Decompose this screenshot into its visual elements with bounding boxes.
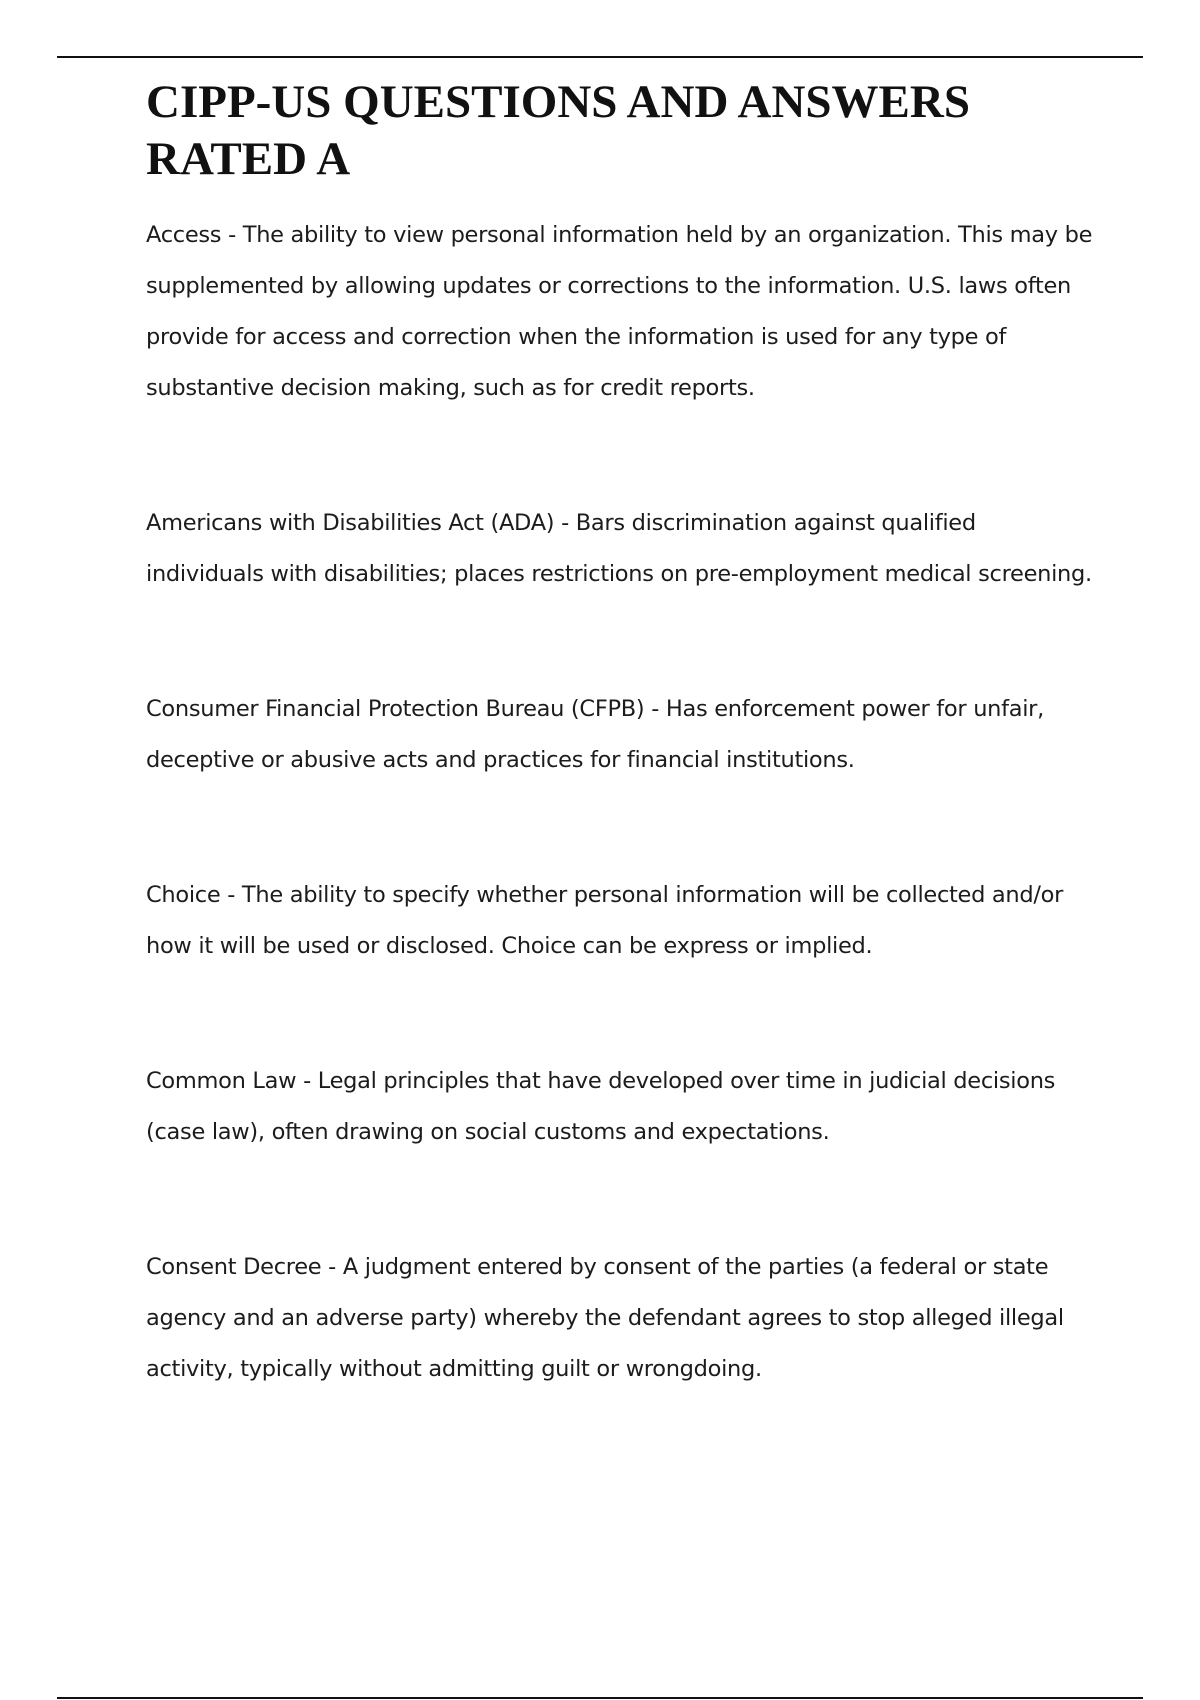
- document-title: CIPP-US QUESTIONS AND ANSWERS RATED A: [146, 76, 970, 185]
- definition-access: Access - The ability to view personal information held by an organization. This may be supplemented by allowing updates or corrections to the information. U.S. laws often provide for access and correction when the information is used for any type of substantive decision making, such as for credit reports.: [146, 222, 1093, 401]
- definition-consent-decree: Consent Decree - A judgment entered by consent of the parties (a federal or state agency and an adverse party) whereby the defendant agrees to stop alleged illegal activity, typically without admitting guilt or wrongdoing.: [146, 1254, 1064, 1382]
- document-page: [146, 74, 1096, 1479]
- definition-list: [146, 210, 1096, 1395]
- definition-cfpb: Consumer Financial Protection Bureau (CFPB) - Has enforcement power for unfair, deceptive or abusive acts and practices for financial institutions.: [146, 696, 1044, 773]
- definition-ada: Americans with Disabilities Act (ADA) - Bars discrimination against qualified individuals with disabilities; places restrictions on pre-employment medical screening.: [146, 510, 1092, 587]
- top-divider: [57, 56, 1143, 58]
- bottom-divider: [57, 1697, 1143, 1699]
- definition-common-law: Common Law - Legal principles that have developed over time in judicial decisions (case law), often drawing on social customs and expectations.: [146, 1068, 1056, 1145]
- definition-choice: Choice - The ability to specify whether personal information will be collected and/or how it will be used or disclosed. Choice can be express or implied.: [146, 882, 1064, 959]
